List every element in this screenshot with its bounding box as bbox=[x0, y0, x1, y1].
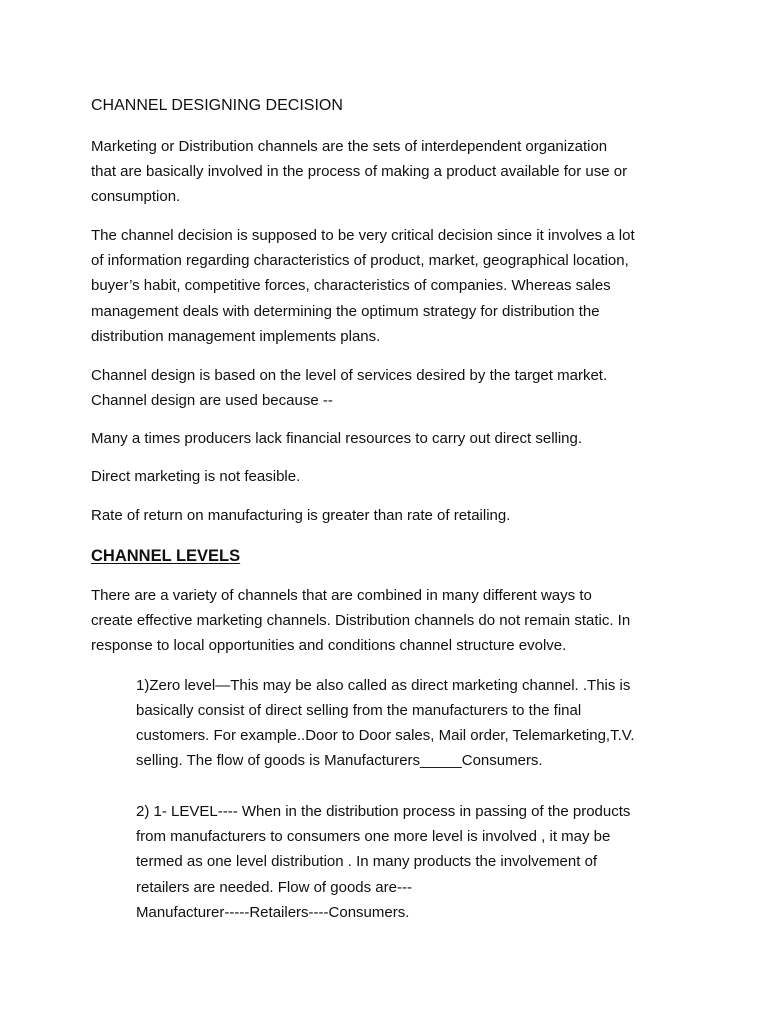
paragraph-line: management deals with determining the optimum strategy for distribution the bbox=[91, 303, 600, 320]
paragraph-line: Channel design is based on the level of services desired by the target market. bbox=[91, 367, 608, 384]
reason-financial-resources: Many a times producers lack financial resources to carry out direct selling. bbox=[91, 430, 583, 447]
paragraph-line: Channel design are used because -- bbox=[91, 392, 333, 409]
list-item-line: Manufacturer-----Retailers----Consumers. bbox=[136, 904, 410, 921]
list-item-line: basically consist of direct selling from the manufacturers to the final bbox=[136, 702, 582, 719]
document-title: CHANNEL DESIGNING DECISION bbox=[91, 97, 343, 114]
section-heading-channel-levels: CHANNEL LEVELS bbox=[91, 547, 241, 565]
list-item-line: customers. For example..Door to Door sales, Mail order, Telemarketing,T.V. bbox=[136, 727, 635, 744]
list-item-line: selling. The flow of goods is Manufacturers_____Consumers. bbox=[136, 752, 543, 769]
list-item-line: 2) 1- LEVEL---- When in the distribution process in passing of the products bbox=[136, 803, 631, 820]
paragraph-line: of information regarding characteristics of product, market, geographical location, bbox=[91, 252, 629, 269]
paragraph-line: distribution management implements plans. bbox=[91, 328, 381, 345]
list-item-line: from manufacturers to consumers one more level is involved , it may be bbox=[136, 828, 611, 845]
reason-rate-of-return: Rate of return on manufacturing is greater than rate of retailing. bbox=[91, 507, 511, 524]
paragraph-line: that are basically involved in the process of making a product available for use or bbox=[91, 163, 628, 180]
paragraph-line: The channel decision is supposed to be very critical decision since it involves a lot bbox=[91, 227, 635, 244]
paragraph-line: buyer’s habit, competitive forces, characteristics of companies. Whereas sales bbox=[91, 277, 611, 294]
paragraph-line: create effective marketing channels. Distribution channels do not remain static. In bbox=[91, 612, 631, 629]
list-item-line: 1)Zero level—This may be also called as direct marketing channel. .This is bbox=[136, 677, 631, 694]
reason-direct-marketing: Direct marketing is not feasible. bbox=[91, 468, 301, 485]
paragraph-line: consumption. bbox=[91, 188, 181, 205]
paragraph-line: There are a variety of channels that are combined in many different ways to bbox=[91, 587, 592, 604]
paragraph-line: response to local opportunities and conditions channel structure evolve. bbox=[91, 637, 567, 654]
list-item-line: termed as one level distribution . In many products the involvement of bbox=[136, 853, 598, 870]
list-item-line: retailers are needed. Flow of goods are--- bbox=[136, 879, 412, 896]
paragraph-line: Marketing or Distribution channels are the sets of interdependent organization bbox=[91, 138, 608, 155]
